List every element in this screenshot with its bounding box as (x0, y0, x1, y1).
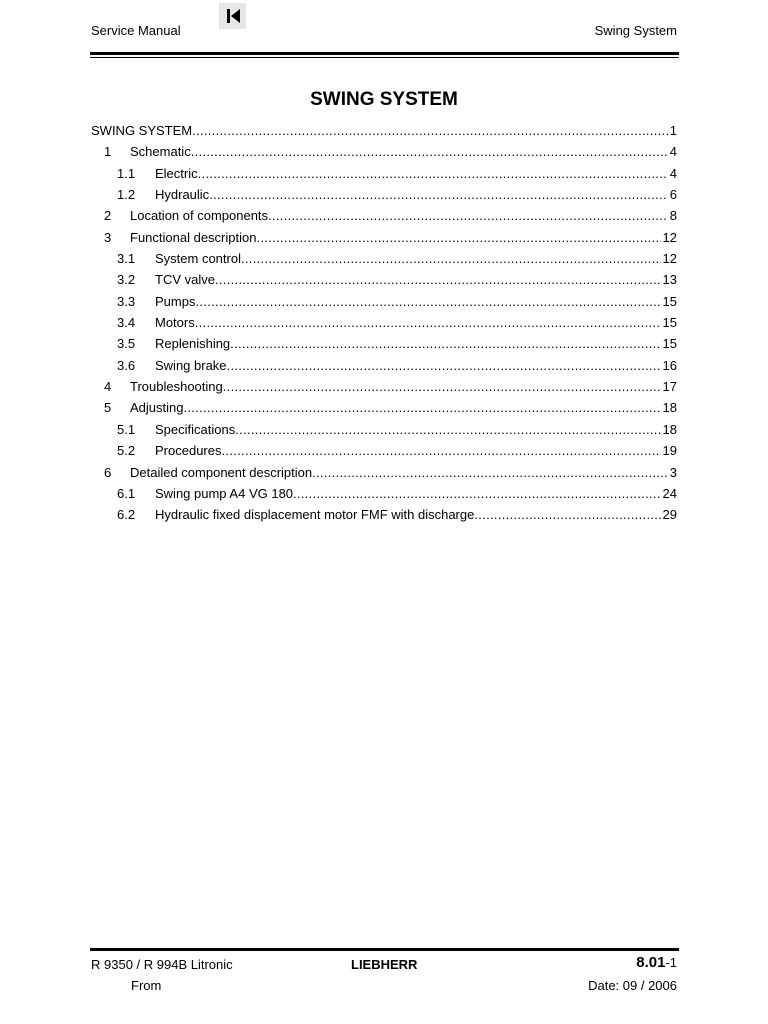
toc-entry-number: 3.5 (117, 336, 136, 352)
toc-entry[interactable] (91, 504, 677, 525)
toc-entry-page: 15 (662, 315, 677, 331)
toc-dot-leader (191, 141, 668, 162)
toc-entry[interactable] (91, 269, 677, 290)
toc-entry-page: 18 (662, 400, 677, 416)
toc-entry-page: 6 (669, 187, 677, 203)
header-rule-thick (90, 52, 679, 55)
page-title: SWING SYSTEM (310, 89, 458, 110)
toc-entry-number: 6.1 (117, 485, 136, 501)
toc-dot-leader (227, 355, 661, 376)
toc-entry-page: 16 (662, 357, 677, 373)
toc-entry-page: 24 (662, 485, 677, 501)
toc-dot-leader (230, 333, 660, 354)
toc-dot-leader (198, 163, 668, 184)
toc-dot-leader (192, 120, 668, 141)
toc-entry-page: 15 (662, 336, 677, 352)
first-page-icon (223, 6, 243, 26)
toc-entry-page: 29 (662, 507, 677, 523)
toc-entry-title: Swing pump A4 VG 180 (155, 485, 294, 501)
toc-dot-leader (195, 291, 660, 312)
toc-entry-page: 19 (662, 443, 677, 459)
toc-dot-leader (183, 397, 660, 418)
toc-entry-title: SWING SYSTEM (91, 123, 193, 138)
toc-entry-number: 3.2 (117, 272, 136, 288)
toc-entry-page: 12 (662, 251, 677, 267)
toc-entry-title: Electric (155, 165, 198, 181)
footer-rule (90, 948, 679, 951)
footer-page-suffix: -1 (665, 955, 677, 970)
toc-entry-number: 1.1 (117, 165, 136, 181)
footer-page-number (636, 954, 677, 971)
toc-entry-number: 1 (104, 144, 112, 160)
toc-entry[interactable] (91, 205, 677, 226)
toc-entry-page: 8 (669, 208, 677, 224)
toc-entry-title: Troubleshooting (130, 379, 223, 395)
toc-entry[interactable] (91, 120, 677, 141)
toc-entry-number: 5.1 (117, 421, 136, 437)
header-left-text: Service Manual (91, 23, 181, 38)
toc-dot-leader (195, 312, 661, 333)
toc-entry-page: 17 (662, 379, 677, 395)
toc-entry-title: Motors (155, 315, 195, 331)
toc-entry[interactable] (91, 397, 677, 418)
toc-entry-number: 1.2 (117, 187, 136, 203)
toc-entry-page: 3 (669, 464, 677, 480)
toc-entry-title: System control (155, 251, 241, 267)
toc-dot-leader (293, 483, 661, 504)
toc-entry-title: Adjusting (130, 400, 184, 416)
header-rule-thin (90, 57, 679, 58)
toc-entry-page: 4 (669, 144, 677, 160)
toc-entry-title: Hydraulic fixed displacement motor FMF with discharge (155, 507, 475, 523)
toc-dot-leader (474, 504, 660, 525)
footer-model: R 9350 / R 994B Litronic (91, 957, 233, 972)
toc-entry[interactable] (91, 312, 677, 333)
toc-dot-leader (223, 376, 661, 397)
toc-entry-page: 1 (669, 123, 677, 138)
toc-dot-leader (221, 440, 660, 461)
toc-entry[interactable] (91, 163, 677, 184)
toc-dot-leader (268, 205, 668, 226)
toc-entry[interactable] (91, 227, 677, 248)
toc-entry[interactable] (91, 248, 677, 269)
toc-entry[interactable] (91, 462, 677, 483)
toc-entry-number: 4 (104, 379, 112, 395)
toc-entry-title: Detailed component description (130, 464, 313, 480)
first-page-button[interactable] (219, 3, 246, 29)
toc-entry-number: 3.6 (117, 357, 136, 373)
toc-dot-leader (215, 269, 661, 290)
toc-entry[interactable] (91, 184, 677, 205)
toc-entry[interactable] (91, 355, 677, 376)
toc-entry[interactable] (91, 376, 677, 397)
toc-entry[interactable] (91, 333, 677, 354)
toc-entry-title: Hydraulic (155, 187, 210, 203)
toc-dot-leader (256, 227, 660, 248)
toc-entry-title: Specifications (155, 421, 236, 437)
toc-entry[interactable] (91, 141, 677, 162)
table-of-contents (91, 120, 677, 526)
toc-entry-number: 3.4 (117, 315, 136, 331)
toc-entry-number: 5 (104, 400, 112, 416)
toc-entry-number: 6 (104, 464, 112, 480)
toc-entry-title: Procedures (155, 443, 222, 459)
toc-entry-title: Swing brake (155, 357, 227, 373)
toc-entry-number: 6.2 (117, 507, 136, 523)
footer-brand: LIEBHERR (351, 957, 418, 972)
toc-entry-number: 5.2 (117, 443, 136, 459)
toc-entry[interactable] (91, 419, 677, 440)
toc-entry[interactable] (91, 440, 677, 461)
toc-entry-number: 2 (104, 208, 112, 224)
toc-entry-title: Pumps (155, 293, 196, 309)
toc-dot-leader (235, 419, 660, 440)
footer-from: From (131, 978, 162, 993)
toc-entry-page: 15 (662, 293, 677, 309)
toc-entry-title: Schematic (130, 144, 191, 160)
toc-entry-title: Replenishing (155, 336, 231, 352)
toc-entry-number: 3 (104, 229, 112, 245)
toc-entry-title: Functional description (130, 229, 257, 245)
header-right-text: Swing System (594, 23, 677, 38)
toc-dot-leader (209, 184, 668, 205)
toc-entry-title: TCV valve (155, 272, 215, 288)
toc-entry-page: 13 (662, 272, 677, 288)
toc-entry-page: 18 (662, 421, 677, 437)
toc-entry-page: 12 (662, 229, 677, 245)
toc-entry-page: 4 (669, 165, 677, 181)
toc-entry-number: 3.1 (117, 251, 136, 267)
footer-section-number: 8.01 (636, 954, 666, 971)
footer-date: Date: 09 / 2006 (588, 978, 677, 993)
toc-entry[interactable] (91, 291, 677, 312)
toc-entry-title: Location of components (130, 208, 269, 224)
toc-dot-leader (241, 248, 661, 269)
toc-entry-number: 3.3 (117, 293, 136, 309)
toc-dot-leader (312, 462, 668, 483)
toc-entry[interactable] (91, 483, 677, 504)
